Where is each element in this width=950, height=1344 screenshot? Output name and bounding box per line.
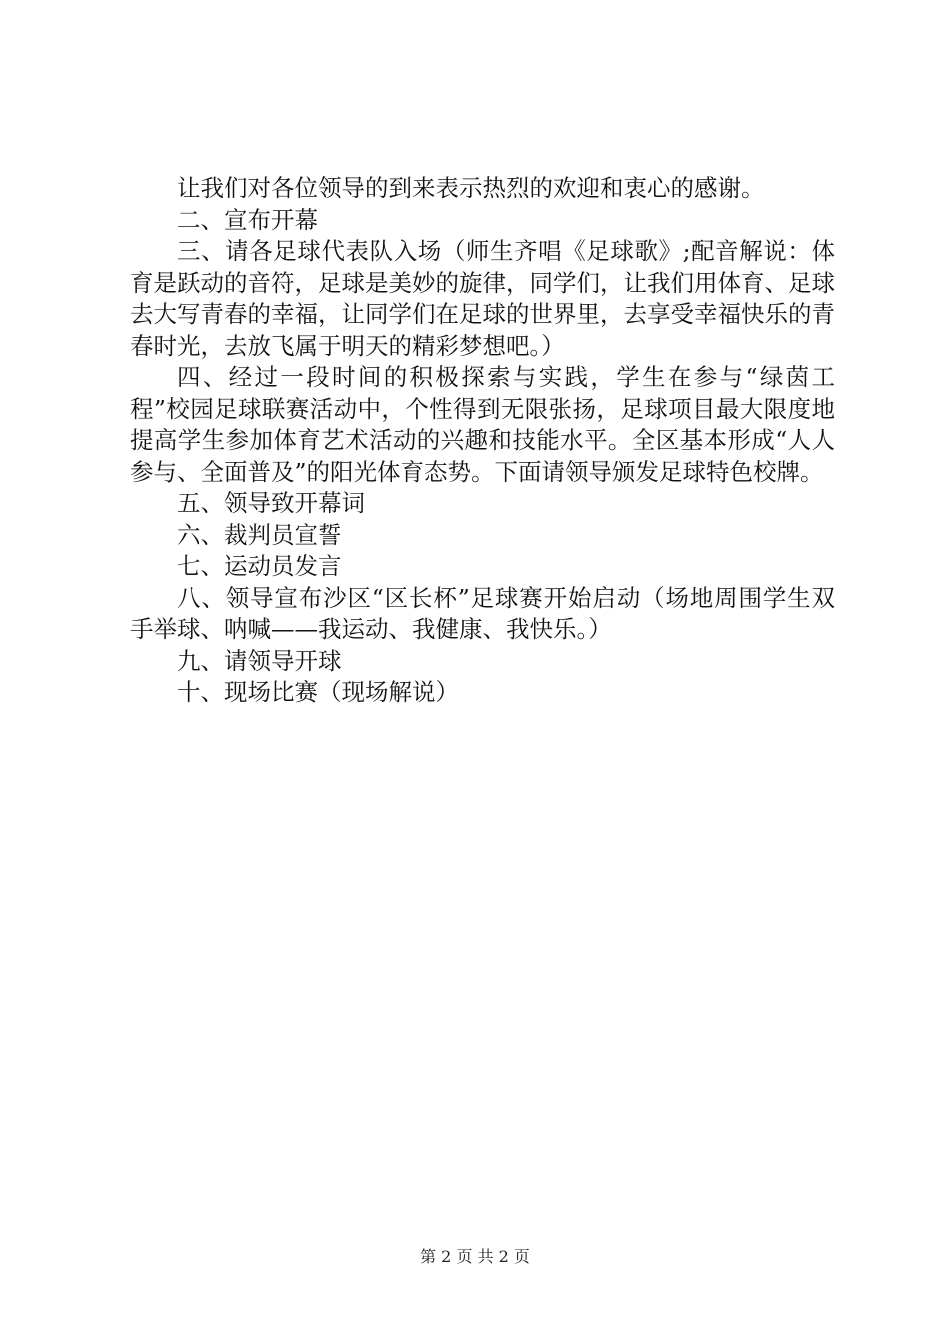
page-number-footer: 第 2 页 共 2 页 [420,1247,530,1266]
paragraph-referee-oath: 六、裁判员宣誓 [177,520,342,549]
document-body [130,173,835,709]
paragraph-school-badge: 四、经过一段时间的积极探索与实践，学生在参与“绿茵工程”校园足球联赛活动中，个性得到无限张扬，足球项目最大限度地提高学生参加体育艺术活动的兴趣和技能水平。全区基本形成“人人参与、全面普及”的阳光体育态势。下面请领导颁发足球特色校牌。 [130,363,835,486]
paragraph-team-entrance: 三、请各足球代表队入场（师生齐唱《足球歌》;配音解说：体育是跃动的音符，足球是美妙的旋律，同学们，让我们用体育、足球去大写青春的幸福，让同学们在足球的世界里，去享受幸福快乐的青春时光，去放飞属于明天的精彩梦想吧。） [130,237,835,360]
paragraph-live-match: 十、现场比赛（现场解说） [177,678,459,706]
paragraph-opening: 二、宣布开幕 [177,205,318,234]
paragraph-opening-speech: 五、领导致开幕词 [177,489,365,517]
paragraph-athlete-speech: 七、运动员发言 [177,552,342,580]
paragraph-launch: 八、领导宣布沙区“区长杯”足球赛开始启动（场地周围学生双手举球、呐喊——我运动、我健康、我快乐。） [130,583,835,643]
paragraph-kickoff: 九、请领导开球 [177,646,342,675]
paragraph-welcome: 让我们对各位领导的到来表示热烈的欢迎和衷心的感谢。 [177,174,765,202]
